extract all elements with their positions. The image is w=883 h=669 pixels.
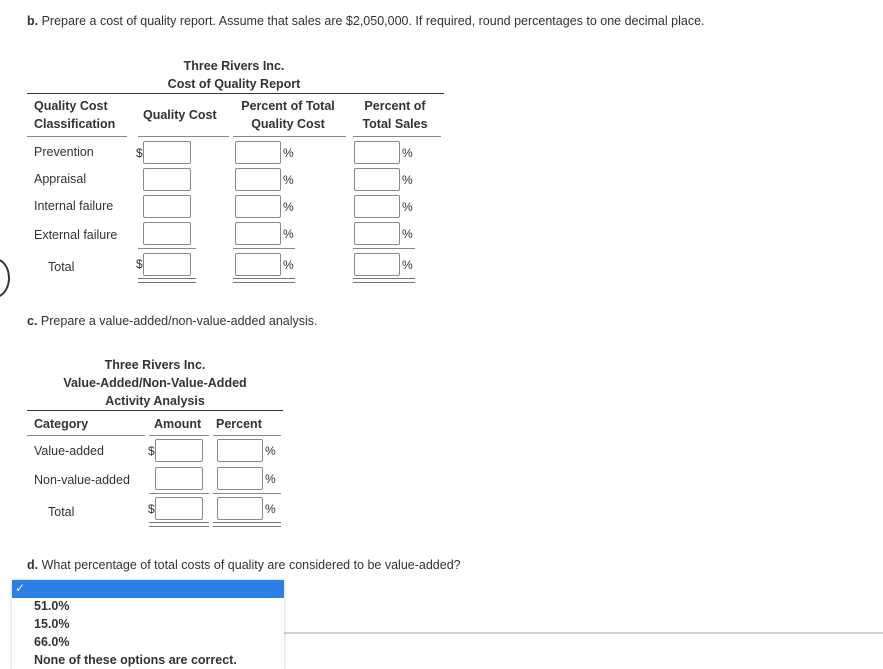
appraisal-pct-quality-input[interactable]	[235, 168, 281, 191]
prevention-cost-input[interactable]	[143, 141, 191, 164]
internal-failure-pct-sales-input[interactable]	[354, 195, 400, 218]
percent-sign: %	[402, 258, 413, 272]
row-label-external-failure: External failure	[34, 228, 118, 242]
non-value-added-percent-input[interactable]	[217, 467, 263, 490]
internal-failure-cost-input[interactable]	[143, 195, 191, 218]
external-failure-pct-sales-input[interactable]	[354, 222, 400, 245]
total-double-rule	[213, 522, 281, 527]
row-label-value-added: Value-added	[34, 444, 104, 458]
total-double-rule	[138, 278, 196, 283]
appraisal-cost-input[interactable]	[143, 168, 191, 191]
header-classification: Quality Cost Classification	[34, 99, 116, 131]
dropdown-option[interactable]: None of these options are correct.	[34, 653, 237, 667]
total-amount-input[interactable]	[155, 497, 203, 520]
report-company: Three Rivers Inc.	[183, 59, 285, 73]
header-top-rule	[27, 93, 444, 94]
percent-sign: %	[265, 444, 276, 458]
external-failure-pct-quality-input[interactable]	[235, 222, 281, 245]
header-rule-1	[27, 136, 127, 137]
dollar-sign: $	[136, 257, 143, 271]
percent-sign: %	[283, 146, 294, 160]
total-double-rule	[149, 522, 209, 527]
total-percent-input[interactable]	[217, 497, 263, 520]
percent-sign: %	[402, 173, 413, 187]
total-double-rule	[233, 278, 295, 283]
dropdown-option[interactable]: 66.0%	[34, 635, 70, 649]
header-amount: Amount	[154, 417, 202, 431]
total-pct-quality-input[interactable]	[235, 253, 281, 276]
analysis-title: Value-Added/Non-Value-Added	[63, 376, 247, 390]
row-label-prevention: Prevention	[34, 145, 94, 159]
analysis-header-rule	[27, 410, 283, 411]
percent-sign: %	[283, 258, 294, 272]
dropdown-option[interactable]: 51.0%	[34, 599, 70, 613]
percent-sign: %	[283, 173, 294, 187]
prevention-pct-sales-input[interactable]	[354, 141, 400, 164]
value-added-amount-input[interactable]	[155, 439, 203, 462]
percent-sign: %	[402, 227, 413, 241]
total-rule	[353, 248, 415, 249]
row-label-total: Total	[48, 260, 75, 274]
scroll-indicator	[0, 258, 10, 298]
part-b-prompt: b. Prepare a cost of quality report. Assume that sales are $2,050,000. If required, round percentages to one decimal place.	[27, 14, 705, 28]
total-rule	[149, 493, 209, 494]
dollar-sign: $	[136, 146, 143, 160]
percent-sign: %	[402, 146, 413, 160]
header-pct-total-sales: Percent of Total Sales	[362, 99, 428, 131]
total-double-rule	[353, 278, 415, 283]
row-label-total: Total	[48, 505, 75, 519]
total-rule	[213, 493, 281, 494]
row-label-appraisal: Appraisal	[34, 172, 87, 186]
percent-sign: %	[283, 227, 294, 241]
header-percent: Percent	[216, 417, 262, 431]
prevention-pct-quality-input[interactable]	[235, 141, 281, 164]
appraisal-pct-sales-input[interactable]	[354, 168, 400, 191]
section-divider	[284, 632, 883, 634]
header-rule-2	[138, 136, 229, 137]
header-quality-cost: Quality Cost	[143, 108, 217, 122]
total-rule	[138, 248, 196, 249]
row-label-internal-failure: Internal failure	[34, 199, 114, 213]
total-cost-input[interactable]	[143, 253, 191, 276]
value-added-percent-input[interactable]	[217, 439, 263, 462]
header-pct-total-quality-cost: Percent of Total Quality Cost	[241, 99, 335, 131]
part-d-prompt: d. What percentage of total costs of quality are considered to be value-added?	[27, 558, 461, 572]
analysis-subtitle: Activity Analysis	[105, 394, 205, 408]
total-rule	[233, 248, 295, 249]
percent-sign: %	[283, 200, 294, 214]
header-rule-4	[353, 136, 441, 137]
header-category: Category	[34, 417, 89, 431]
report-title: Cost of Quality Report	[167, 77, 301, 91]
row-label-non-value-added: Non-value-added	[34, 473, 130, 487]
percent-sign: %	[402, 200, 413, 214]
header-rule-3	[233, 136, 346, 137]
total-pct-sales-input[interactable]	[354, 253, 400, 276]
dropdown-option[interactable]: 15.0%	[34, 617, 70, 631]
dollar-sign: $	[148, 444, 155, 458]
header-rule-3	[213, 435, 281, 436]
dollar-sign: $	[148, 502, 155, 516]
percent-sign: %	[265, 502, 276, 516]
checkmark-icon: ✓	[15, 581, 26, 595]
dropdown-selected-option[interactable]	[12, 580, 284, 598]
header-rule-1	[27, 435, 145, 436]
analysis-company: Three Rivers Inc.	[104, 358, 206, 372]
percent-sign: %	[265, 472, 276, 486]
internal-failure-pct-quality-input[interactable]	[235, 195, 281, 218]
non-value-added-amount-input[interactable]	[155, 467, 203, 490]
part-c-prompt: c. Prepare a value-added/non-value-added analysis.	[27, 314, 318, 328]
external-failure-cost-input[interactable]	[143, 222, 191, 245]
header-rule-2	[149, 435, 209, 436]
